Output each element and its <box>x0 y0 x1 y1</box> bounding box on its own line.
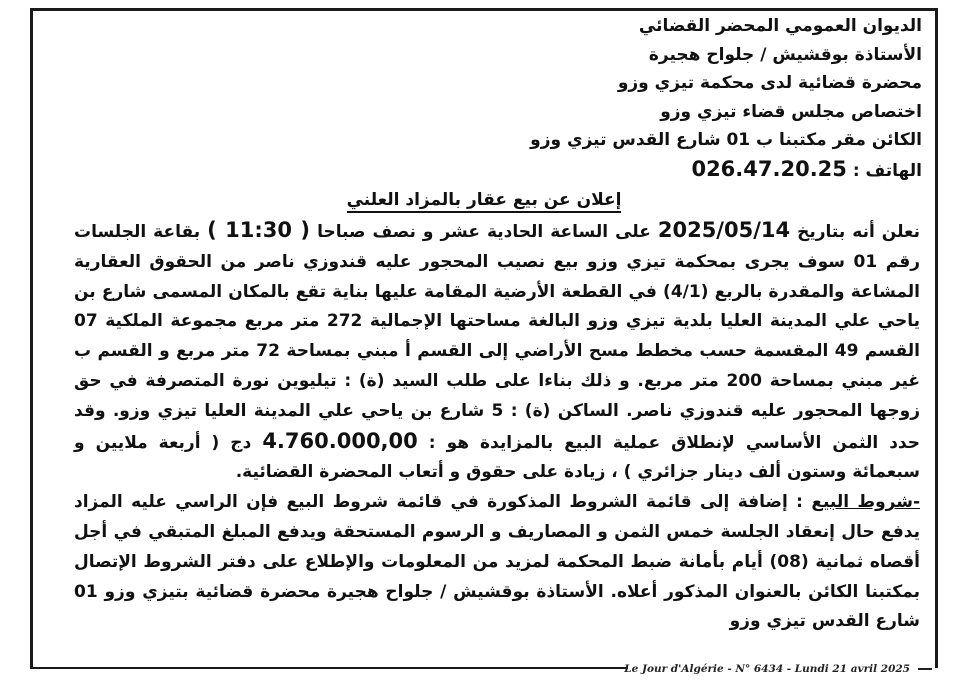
publication-footer <box>624 663 932 675</box>
body-time-text: على الساعة الحادية عشر و نصف صباحا <box>317 222 651 242</box>
bailiff-header <box>362 12 922 185</box>
bailiff-court: محضرة قضائية لدى محكمة تيزي وزو <box>617 73 922 93</box>
price-in-words: دج ( أربعة ملايين و سبعمائة وستون ألف دينار جزائري ) ، زيادة على حقوق و أتعاب المحضرة القضائية. <box>74 432 920 483</box>
footer-rule <box>30 667 628 669</box>
conditions-label: -شروط البيع <box>811 492 920 513</box>
office-address: الكائن مقر مكتبنا ب 01 شارع القدس تيزي وزو <box>530 130 922 150</box>
notice-body <box>74 216 920 637</box>
office-name: الديوان العمومي المحضر القضائي <box>638 16 922 36</box>
bailiff-name: الأستاذة بوقشيش / جلواح هجيرة <box>648 44 922 65</box>
conditions-text: : إضافة إلى قائمة الشروط المذكورة في قائمة شروط البيع فإن الراسي عليه المزاد يدفع حال إنعقاد الجلسة خمس الثمن و المصاريف و الرسوم المستحقة ويدفع المبلغ المتبقي في أجل أقصاه ثمانية (08) أيام بأمانة ضبط المحكمة لمزيد من المعلومات والإطلاع على دفتر الشروط الإتصال بمكتبنا الكائن بالعنوان المذكور أعلاه. الأستاذة بوقشيش / جلواح هجيرة محضرة قضائية بتيزي وزو 01 شارع القدس تيزي وزو <box>74 492 920 632</box>
notice-title <box>0 190 968 210</box>
notice-paragraph-main <box>74 216 920 488</box>
phone-number: 026.47.20.25 <box>691 156 847 181</box>
bailiff-jurisdiction: اختصاص مجلس قضاء تيزي وزو <box>660 101 922 122</box>
footer-dash <box>918 668 932 670</box>
base-price: 4.760.000,00 <box>262 428 418 453</box>
body-intro: نعلن أنه بتاريخ <box>797 222 921 242</box>
publication-info: Le Jour d'Algérie - N° 6434 - Lundi 21 avril 2025 <box>624 663 910 675</box>
sale-date: 2025/05/14 <box>657 218 791 242</box>
sale-time: ( 11:30 ) <box>207 218 311 242</box>
body-description: بقاعة الجلسات رقم 01 سوف يجرى بمحكمة تيزي وزو بيع نصيب المحجور عليه قندوزي ناصر من الحقوق العقارية المشاعة والمقدرة بالربع (4/1) في القطعة الأرضية المقامة عليها بناية تقع بالمكان المسمى شارع بن ياحي علي المدينة العليا بلدية تيزي وزو البالغة مساحتها الإجمالية 272 متر مربع مجموعة الملكية 07 القسم 49 المقسمة حسب مخطط مسح الأراضي إلى القسم أ مبني بمساحة 72 متر مربع و القسم ب غير مبني بمساحة 200 متر مربع. و ذلك بناءا على طلب السيد (ة) : تيليوين نورة المتصرفة في حق زوجها المحجور عليه قندوزي ناصر. الساكن (ة) : 5 شارع بن ياحي علي المدينة العليا تيزي وزو. وقد حدد الثمن الأساسي لإنطلاق عملية البيع بالمزايدة هو : <box>74 222 921 453</box>
notice-title-text: إعلان عن بيع عقار بالمزاد العلني <box>347 190 622 213</box>
phone-line <box>362 155 922 186</box>
notice-paragraph-conditions <box>74 488 920 637</box>
phone-label: الهاتف : <box>852 160 922 181</box>
